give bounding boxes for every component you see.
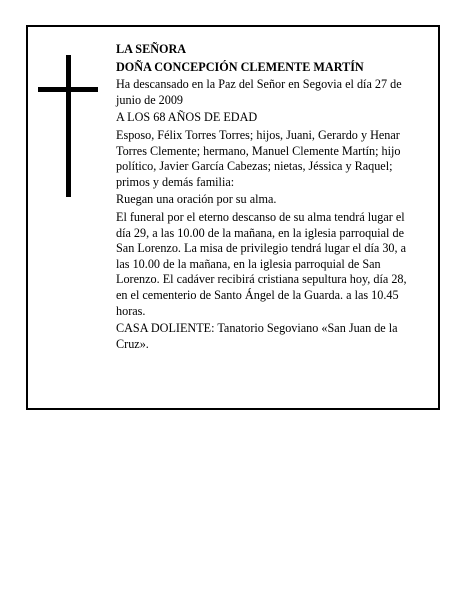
service-details: El funeral por el eterno descanso de su alma tendrá lugar el día 29, a las 10.00 de la mañana, en la iglesia parroquial de San Lorenzo. La misa de privilegio tendrá lugar el día 30, a las 10.00 de la mañana, en la iglesia parroquial de San Lorenzo. El cadáver recibirá cristiana sepultura hoy, día 28, en el cementerio de Santo Ángel de la Guarda. a las 10.45 horas. <box>116 209 407 318</box>
deceased-name: DOÑA CONCEPCIÓN CLEMENTE MARTÍN <box>116 59 364 74</box>
notice-title: LA SEÑORA <box>116 42 187 56</box>
cross-icon <box>38 55 98 197</box>
prayer-request: Ruegan una oración por su alma. <box>116 192 277 207</box>
age-line: A LOS 68 AÑOS DE EDAD <box>116 110 258 125</box>
cross-horizontal-bar <box>38 87 98 92</box>
cross-vertical-bar <box>66 55 71 197</box>
obituary-notice <box>26 25 440 410</box>
family-members: Esposo, Félix Torres Torres; hijos, Juani, Gerardo y Henar Torres Clemente; hermano, Manuel Clemente Martín; hijo político, Javier García Cabezas; nietas, Jéssica y Raquel; primos y demás familia: <box>116 127 401 189</box>
mourning-house: CASA DOLIENTE: Tanatorio Segoviano «San Juan de la Cruz». <box>116 321 398 351</box>
death-statement: Ha descansado en la Paz del Señor en Segovia el día 27 de junio de 2009 <box>116 77 402 107</box>
notice-text <box>116 42 416 354</box>
